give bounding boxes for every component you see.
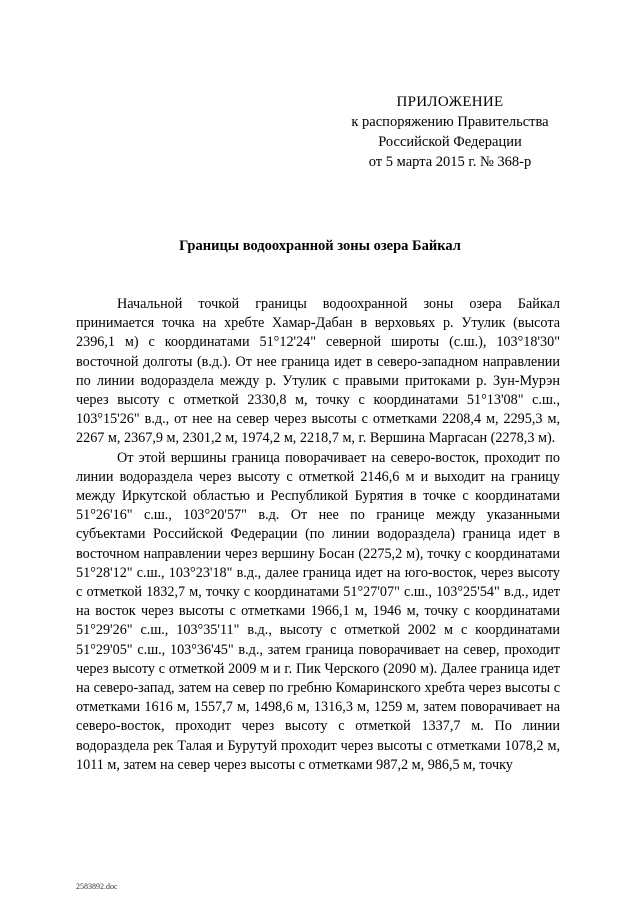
appendix-title: ПРИЛОЖЕНИЕ bbox=[396, 94, 504, 110]
file-name-footer: 2583892.doc bbox=[76, 882, 118, 891]
document-heading: Границы водоохранной зоны озера Байкал bbox=[179, 238, 461, 254]
document-body bbox=[76, 295, 560, 775]
paragraph-2: От этой вершины граница поворачивает на северо-восток, проходит по линии водораздела через высоту с отметкой 2146,6 м и выходит на границу между Иркутской областью и Республикой Бурятия в точке с координатами 51°26'16" с.ш., 103°20'57" в.д. От нее по границе между указанными субъектами Российской Федерации (по линии водораздела) граница идет в восточном направлении через вершину Босан (2275,2 м), точку с координатами 51°28'12" с.ш., 103°23'18" в.д., далее граница идет на юго-восток, через высоту с отметкой 1832,7 м, точку с координатами 51°27'07" с.ш., 103°25'54" в.д., идет на восток через высоты с отметками 1966,1 м, 1946 м, точку с координатами 51°29'26" с.ш., 103°35'11" в.д., высоту с отметкой 2002 м с координатами 51°29'05" с.ш., 103°36'45" в.д., затем граница поворачивает на север, проходит через высоту с отметкой 2009 м и г. Пик Черского (2090 м). Далее граница идет на северо-запад, затем на север по гребню Комаринского хребта через высоты с отметками 1616 м, 1557,7 м, 1498,6 м, 1316,3 м, 1259 м, затем поворачивает на северо-восток, проходит через высоту с отметкой 1337,7 м. По линии водораздела рек Талая и Бурутуй проходит через высоты с отметками 1078,2 м, 1011 м, затем на север через высоты с отметками 987,2 м, 986,5 м, точку bbox=[76, 449, 560, 773]
appendix-line-order: к распоряжению Правительства bbox=[351, 114, 549, 130]
appendix-line-government: Российской Федерации bbox=[378, 134, 522, 150]
paragraph-1: Начальной точкой границы водоохранной зоны озера Байкал принимается точка на хребте Хамар-Дабан в верховьях р. Утулик (высота 2396,1 м) с координатами 51°12'24" северной широты (с.ш.), 103°18'30" восточной долготы (в.д.). От нее граница идет в северо-западном направлении по линии водораздела между р. Утулик с правыми притоками р. Зун-Мурэн через высоту с отметкой 2330,8 м, точку с координатами 51°13'08" с.ш., 103°15'26" в.д., от нее на север через высоты с отметками 2208,4 м, 2295,3 м, 2267 м, 2367,9 м, 2301,2 м, 1974,2 м, 2218,7 м, г. Вершина Маргасан (2278,3 м). bbox=[76, 296, 560, 447]
appendix-block bbox=[330, 92, 570, 172]
appendix-line-date-number: от 5 марта 2015 г. № 368-р bbox=[368, 154, 532, 170]
